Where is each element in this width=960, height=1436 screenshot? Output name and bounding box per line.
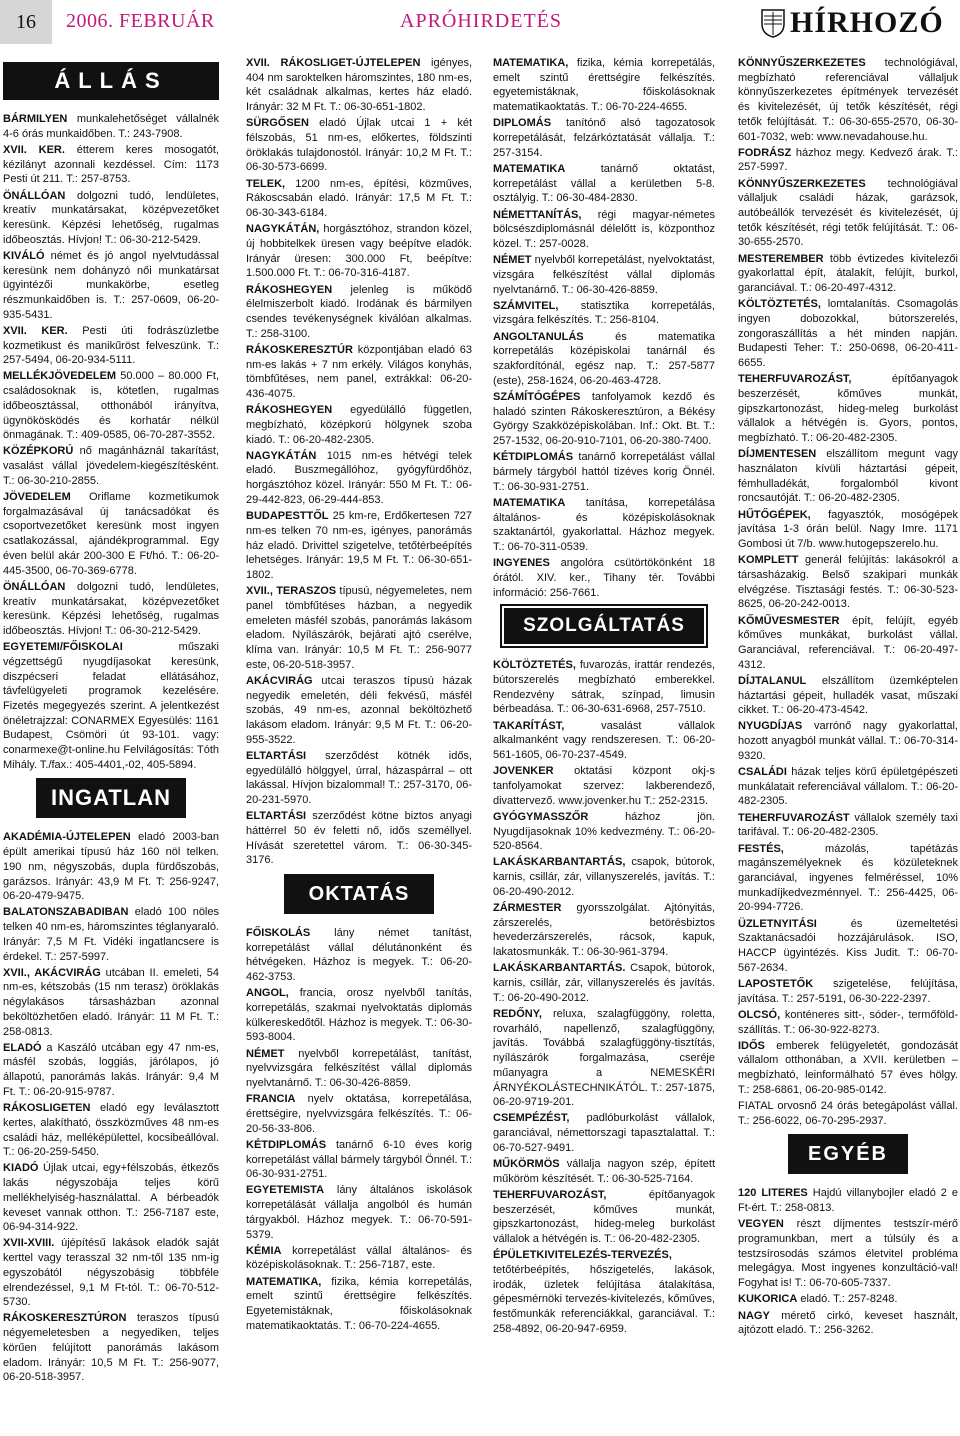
category-label: OKTATÁS — [284, 874, 434, 914]
ad-text: a Kaszáló utcában egy 47 nm-es, másfél szobás, loggiás, járólapos, jó állapotú, panorámás lakás. Irányár: 9,4 M Ft. T.: 06-20-915-9787. — [3, 1041, 219, 1098]
ad-text: szigetelése, felújítása, javítása. T.: 257-5191, 06-30-222-2397. — [738, 977, 958, 1005]
ad-keyword: NAGYKÁTÁN — [246, 449, 317, 462]
ad-text: mérető cirkó, keveset használt, ajtózott eladó. T.: 256-3262. — [738, 1309, 958, 1337]
ad-text: teraszos típusú négyemeletesben a negyediken, teljes körűen felújított panorámás lakásom eladom. Irányár: 10,5 M Ft. T.: 256-9077, 06-20-518-3957. — [3, 1312, 219, 1384]
ad-text: német és jó angol nyelvtudással keresünk nem dohányzó női munkatársat ügyintézői munkakörbe, esetleg részmunkaidőben is. T.: 257-0609, 06-20-935-5431. — [3, 249, 219, 321]
classified-ad — [493, 299, 715, 328]
classified-ad — [246, 509, 472, 583]
ad-text: tanárnő oktatást, korrepetálást vállal a kerületben 5-8. osztályig. T.: 06-30-484-2830. — [493, 162, 715, 205]
ad-keyword: NÉMET — [493, 254, 532, 267]
classified-ad — [246, 283, 472, 342]
ad-keyword: TAKARÍTÁST, — [493, 719, 565, 732]
classified-ad — [738, 1099, 958, 1128]
classified-ad — [246, 926, 472, 985]
ad-text: építőanyagok beszerzését, kőműves munkát, gipszkartonozást, hideg-meleg burkolást vállalok a hétvégén is. Gyors, pontos, megbízható. T.: 06-20-482-2305. — [738, 373, 958, 445]
ad-keyword: REDŐNY, — [493, 1007, 542, 1020]
classified-ad — [246, 1138, 472, 1182]
classified-ad — [738, 1309, 958, 1338]
classified-ad — [738, 447, 958, 506]
coat-of-arms-icon — [760, 8, 786, 38]
classified-ad — [738, 56, 958, 144]
classified-ad — [3, 830, 219, 904]
ad-keyword: ZÁRMESTER — [493, 902, 562, 915]
ad-keyword: ÖNÁLLÓAN — [3, 580, 66, 593]
ad-text: Pesti úti fodrászüzletbe kozmetikust és manikűröst felveszünk. T.: 257-5494, 06-20-934-5111. — [3, 324, 219, 367]
ad-text: 50.000 – 80.000 Ft, családosoknak is, kötetlen, rugalmas időbeosztással, otthonából irányítva, ügynökösködés és korhatár nélkül önmagának. T.: 409-0585, 06-70-287-3552. — [3, 370, 219, 442]
classified-ad — [246, 56, 472, 115]
ad-keyword: KÉTDIPLOMÁS — [246, 1138, 327, 1151]
ad-keyword: KÖNNYŰSZERKEZETES — [738, 177, 866, 190]
classified-ad — [493, 1188, 715, 1247]
ad-text: eladó Újlak utcai 1 + két félszobás, 51 nm-es, előkertes, földszinti öröklakás tulajdonostól. Irányár: 10,2 M Ft. T.: 06-30-573-6699. — [246, 117, 472, 174]
ad-keyword: KÖNNYŰSZERKEZETES — [738, 57, 866, 69]
ad-text: nő magánháznál takarítást, vasalást vállal jövedelem-kiegészítésként. T.: 06-30-210-2855. — [3, 445, 219, 487]
classified-ad — [3, 189, 219, 248]
ad-keyword: 120 LITERES — [738, 1187, 808, 1200]
ad-text: részt díjmentes testszír-mérő programunkban, mert a túlsúly és a testzsírosodás számos életvitel probléma melegágya. Most ingyenes konzultáció-val! Fogyhat is! T.: 06-70-605-7337. — [738, 1218, 958, 1290]
ad-keyword: EGYETEMISTA — [246, 1184, 325, 1197]
ad-text: régi magyar-németes bölcsészdiplomásnál délelőtt is, központhoz közel. T.: 257-0028. — [493, 208, 715, 250]
classified-ad — [3, 1311, 219, 1385]
classified-ad — [493, 658, 715, 717]
ad-keyword: SZÁMÍTÓGÉPES — [493, 390, 581, 403]
ad-keyword: DÍJTALANUL — [738, 674, 807, 687]
classified-ad — [246, 674, 472, 748]
ad-keyword: XVII., AKÁCVIRÁG — [3, 966, 101, 979]
classified-ad — [493, 855, 715, 899]
ad-text: generál felújítás: lakásokról a társasházakig. Belső szakipari munkák elvégzése. Tisztasági festés. T.: 06-30-523-8625, 06-20-242-0013. — [738, 554, 958, 611]
classified-ad — [3, 966, 219, 1040]
classified-ad — [738, 146, 958, 175]
ad-keyword: OLCSÓ, — [738, 1008, 781, 1021]
classified-ad — [246, 403, 472, 447]
ad-text: tanárnő korrepetálást vállal bármely tárgyból hattól tizéves korig Önnél. T.: 06-30-931-2751. — [493, 451, 715, 493]
ad-keyword: FRANCIA — [246, 1093, 296, 1106]
ad-text: újépítésű lakások eladók saját kerttel vagy terasszal 32 nm-től 135 nm-ig egyszobától négyszobásig többféle elrendezéssel, 9,1 M Ft-tól. T.: 06-70-512-5730. — [3, 1237, 219, 1309]
classified-ad — [493, 450, 715, 494]
classified-ad — [738, 917, 958, 976]
ad-keyword: KUKORICA — [738, 1293, 798, 1306]
classified-ad — [738, 614, 958, 673]
ad-text: központjában eladó 63 nm-es lakás + 7 nm erkély. Világos konyhás, tömbfűtéses, nem panel, extrákkal: 06-20-436-4075. — [246, 343, 472, 400]
ad-keyword: INGYENES — [493, 557, 550, 570]
ad-keyword: KÖLTÖZTETÉS, — [738, 298, 821, 311]
ad-text: fizika, kémia korrepetálás, emelt szintű érettségire felkészítés. Egyetemistáknak, főiskolásoknak matematikaoktatás. T.: 06-70-224-4655. — [246, 1275, 472, 1332]
classified-ad — [246, 584, 472, 672]
ad-text: fuvarozás, irattár rendezés, bútorszerelés megbízható emberekkel. Rendezvény sátrak, színpad, limusin bérbeadása. T.: 06-30-631-6968, 257-7510. — [493, 659, 715, 716]
ad-text: egyedülálló független, megbízható, középkorú hölgynek szoba kiadó. T.: 06-20-482-2305. — [246, 404, 472, 446]
ad-text: gyorsszolgálat. Ajtónyitás, zárszerelés, betörésbiztos hevederzárszerelés, rácsok, kapuk, lakatosmunkák. T.: 06-30-961-3794. — [493, 902, 715, 959]
section-title: APRÓHIRDETÉS — [400, 10, 563, 32]
category-label: ÁLLÁS — [3, 62, 219, 100]
classified-ad — [246, 1244, 472, 1273]
classified-ad — [3, 112, 219, 141]
ad-text: utcai teraszos típusú házak negyedik emeletén, déli fekvésű, másfél szobás, 49 nm-es, azonnal beköltözhető lakásom eladom. Irányár: 9,5 M Ft. T.: 06-20-955-3522. — [246, 674, 472, 746]
ad-text: étterem keres mosogatót, kézilányt azonnali kezdéssel. Cím: 1173 Pesti út 211. T.: 257-8753. — [3, 143, 219, 186]
classified-ad — [3, 1101, 219, 1160]
classified-ad — [493, 390, 715, 449]
ad-keyword: MATEMATIKA, — [246, 1275, 322, 1288]
ad-text: dolgozni tudó, lendületes, kreatív munkatársakat, középvezetőket keresünk. Képzési lehetőség, rugalmas időbeosztás. Hívjon! T.: 06-30-212-5429. — [3, 580, 219, 637]
ad-keyword: RÁKOSKERESZTÚRON — [3, 1312, 127, 1325]
ad-text: Oriflame kozmetikumok forgalmazásával új tanácsadókat és csoportvezetőket keresünk most ingyen csatlakozással, ajándékprogrammal. Egy éven belül akár 200-300 E Ft/hó. T.: 06-20-445-3500, 06-70-369-6778. — [3, 491, 219, 577]
ad-keyword: XVII. RÁKOSLIGET-ÚJTELEPEN — [246, 57, 421, 69]
ad-keyword: RÁKOSLIGETEN — [3, 1102, 91, 1115]
classified-ad — [246, 809, 472, 868]
category-label: EGYÉB — [788, 1134, 908, 1174]
classified-ad — [493, 330, 715, 389]
category-header — [246, 874, 472, 914]
category-header — [3, 62, 219, 100]
ad-keyword: KIVÁLÓ — [3, 249, 45, 262]
ad-keyword: SZÁMVITEL, — [493, 299, 559, 312]
ad-keyword: XVII. KER. — [3, 143, 65, 156]
classified-ad — [493, 116, 715, 160]
ad-text: elszállítom üzemképtelen háztartási gépeit, hulladék vasat, műszaki cikket. T.: 06-20-473-4542. — [738, 674, 958, 717]
ad-text: eladó 100 nöles telken 40 nm-es, háromszintes téglanyaraló. Irányár: 7,5 M Ft. Vidéki ingatlancsere is érdekel. T.: 257-5997. — [3, 906, 219, 963]
ad-text: korrepetálást vállal általános- és középiskolásoknak. T.: 256-7187, este. — [246, 1244, 472, 1272]
ad-keyword: VEGYEN — [738, 1218, 784, 1231]
ad-keyword: KOMPLETT — [738, 554, 799, 567]
category-header — [738, 1134, 958, 1174]
ad-text: emberek felügyeletét, gondozását vállalom otthonában, a XVII. kerületben – megbízható, leinformálható 57 éves hölgy. T.: 258-6861, 06-20-985-0142. — [738, 1039, 958, 1096]
ad-text: varrónő nagy gyakorlattal, hozott anyagból munkát vállal. T.: 06-70-314-9320. — [738, 720, 958, 762]
ad-keyword: NÉMETTANÍTÁS, — [493, 208, 582, 221]
category-label: INGATLAN — [36, 778, 186, 818]
ad-text: tanfolyamok kezdő és haladó szinten Rákoskeresztúron, a Békésy György Szakközépiskolában. Inf.: Okt. Bt. T.: 257-1532, 06-20-910-7101, 06-20-380-7400. — [493, 390, 715, 448]
ad-text: technológiával vállaljuk családi házak, garázsok, autóbeállók tervezését és kivitelezését, új tetők készítését, régi tetők felújítását. T.: 06-30-655-2570. — [738, 177, 958, 249]
category-label: SZOLGÁLTATÁS — [502, 606, 706, 646]
ad-keyword: TEHERFUVAROZÁST — [738, 811, 850, 824]
ad-keyword: ELADÓ — [3, 1041, 42, 1054]
ad-keyword: NYUGDÍJAS — [738, 720, 803, 733]
ad-keyword: KÉMIA — [246, 1244, 282, 1257]
classified-ad — [738, 297, 958, 371]
ad-keyword: TELEK, — [246, 177, 286, 190]
ad-keyword: KÖLTÖZTETÉS, — [493, 659, 576, 672]
classified-ad — [246, 1092, 472, 1136]
page-header — [0, 0, 960, 46]
ad-text: konténeres sitt-, sóder-, termőföld-szállítás. T.: 06-30-922-8273. — [738, 1008, 958, 1036]
classified-ad — [738, 719, 958, 763]
ad-text: szerződést kötnék idős, egyedülálló hölggyel, úrral, házaspárral – ott lakással. Hívjon bizalommal! T.: 257-3170, 06-20-231-5970. — [246, 749, 472, 806]
classified-ad — [3, 143, 219, 187]
ad-text: mázolás, tapétázás magánszemélyeknek és közületeknek garanciával, ingyenes felméréssel, 10% munkadíjkedvezménnyel. T.: 256-4425, 06-20-994-7726. — [738, 842, 958, 914]
ad-text: nyelvből korrepetálást, nyelvoktatást, vizsgára felkészítést vállal diplomás nyelvtanárnő. T.: 06-30-426-8859. — [493, 254, 715, 296]
ad-text: oktatási központ okj-s tanfolyamokat szervez: lakberendező, divattervező. www.jovenker.hu T.: 252-2315. — [493, 765, 715, 807]
classified-ad — [738, 508, 958, 552]
ad-keyword: AKADÉMIA-ÚJTELEPEN — [3, 831, 131, 844]
ad-text: Hajdú villanybojler eladó 2 e Ft-ért. T.: 258-0813. — [738, 1187, 958, 1215]
ad-text: házak teljes körű épületgépészeti munkálatait referenciával vállalom. T.: 06-20-482-2305. — [738, 766, 958, 808]
ad-text: vasalást vállalok alkalmanként vagy rendszeresen. T.: 06-20-561-1605, 06-70-237-4549. — [493, 719, 715, 762]
category-header — [493, 606, 715, 646]
ad-keyword: IDŐS — [738, 1039, 765, 1052]
classified-ad — [246, 222, 472, 281]
ad-keyword: FESTÉS, — [738, 842, 784, 855]
ad-text: tetőtérbeépítés, hőszigetelés, lakások, irodák, üzletek felújítása átalakítása, gépesmérnöki tervezés-kivitelezés, kőműves, festőmunkák referenciákkal, garanciával. T.: 258-4892, 06-20-947-6959. — [493, 1263, 715, 1335]
classified-ad — [246, 749, 472, 808]
ad-text: padlóburkolást vállalok, garanciával, némettorszagi tapasztalattal. T.: 06-70-527-9491. — [493, 1112, 715, 1154]
classified-ad — [738, 842, 958, 916]
publication-logo — [760, 6, 944, 40]
column-4 — [738, 56, 958, 1339]
ad-text: vállalja nagyon szép, épített műköröm készítését. T.: 06-30-525-7164. — [493, 1158, 715, 1185]
logo-text: HÍRHOZÓ — [790, 6, 944, 39]
ad-text: épít, felújít, egyéb kőműves munkákat, burkolást vállal. Garanciával, referenciával. T.: 06-20-497-4312. — [738, 614, 958, 671]
classified-ad — [738, 372, 958, 446]
classified-ad — [738, 674, 958, 718]
classified-ad — [738, 177, 958, 251]
classified-ad — [493, 1111, 715, 1155]
ad-text: FIATAL orvosnő 24 órás betegápolást vállal. T.: 256-6022, 06-70-295-2937. — [738, 1100, 958, 1127]
classified-ad — [493, 162, 715, 206]
ad-text: 25 km-re, Erdőkertesen 727 nm-es telken 70 nm-es, igényes, panorámás ház eladó. Drivittel szigetelve, tetőtérbeépítés lehetséges. Irányár: 19,5 M Ft. T.: 06-30-651-1802. — [246, 510, 472, 581]
ad-keyword: ANGOLTANULÁS — [493, 330, 584, 343]
ad-keyword: MATEMATIKA, — [493, 57, 569, 69]
ad-keyword: ANGOL, — [246, 987, 289, 1000]
ad-keyword: GYÓGYMASSZŐR — [493, 810, 589, 823]
ad-keyword: TEHERFUVAROZÁST, — [493, 1188, 607, 1201]
ad-keyword: ÜZLETNYITÁSI — [738, 917, 817, 930]
classified-ad — [493, 253, 715, 297]
ad-keyword: BUDAPESTTŐL — [246, 510, 329, 523]
ad-keyword: KIADÓ — [3, 1162, 39, 1175]
ad-keyword: FODRÁSZ — [738, 146, 792, 159]
ad-keyword: MESTEREMBER — [738, 252, 824, 265]
ad-text: dolgozni tudó, lendületes, kreatív munkatársakat, középvezetőket keresünk. Képzési lehetőség, rugalmas időbeosztás. Hívjon! T.: 06-30-212-5429. — [3, 189, 219, 246]
classified-ad — [3, 1236, 219, 1310]
ad-keyword: ÖNÁLLÓAN — [3, 189, 66, 202]
ad-keyword: LAKÁSKARBANTARTÁS. — [493, 962, 626, 975]
ad-text: csapok, bútorok, karnis, csillár, zár, villanyszerelés, javítás. T.: 06-20-490-2012. — [493, 856, 715, 898]
ad-keyword: XVII. KER. — [3, 324, 68, 337]
issue-date: 2006. FEBRUÁR — [66, 10, 215, 32]
ad-text: nyelv oktatása, korrepetálása, érettségire, nyelvvizsgára felkészítés. T.: 06-20-56-33-806. — [246, 1093, 472, 1135]
ad-keyword: ELTARTÁSI — [246, 749, 307, 762]
ad-keyword: RÁKOSHEGYEN — [246, 283, 333, 296]
ad-text: és matematika korrepetálás középiskolai tanárnál és szakfordítónál, egész nap. T.: 257-5877 (este), 258-1624, 06-20-463-4728. — [493, 330, 715, 387]
ad-text: munkalehetőséget vállalnék 4-6 órás munkaidőben. T.: 243-7908. — [3, 113, 219, 140]
ad-text: lomtalanítás. Csomagolás ingyen dobozokkal, bútorszerelés, zongoraszállítás a hét minden napján. Budapesti Teher: T.: 250-0698, 06-20-411-6655. — [738, 298, 958, 370]
classified-ad — [738, 1039, 958, 1098]
ad-text: építőanyagok beszerzését, kőműves munkát, gipszkartonozást, hideg-meleg burkolást vállalok a hétvégén is. T.: 06-20-482-2305. — [493, 1188, 715, 1246]
ad-keyword: ÉPÜLETKIVITELEZÉS-TERVEZÉS, — [493, 1249, 672, 1262]
ad-text: tanítása, korrepetálása általános- és középiskolásoknak szaktanártól, gyakorlattal. Házhoz megyek. T.: 06-70-311-0539. — [493, 496, 715, 553]
ad-text: lány német tanítást, korrepetálást vállal délutánonként és hétvégeken. Házhoz is megyek. T.: 06-20-462-3753. — [246, 926, 472, 984]
classified-ad — [3, 324, 219, 368]
ad-text: reluxa, szalagfüggöny, roletta, rovarháló, napellenző, szalagfüggöny, javítás. Továbbá szalagfüggöny-tisztítás, nyílászárók forgalmazása, cseréje műanyagra a NEMESKÉRI ÁRNYÉKOLÁSTECHNIKÁTÓL. T.: 257-1875, 06-20-9719-201. — [493, 1007, 715, 1109]
classified-ad — [738, 1008, 958, 1037]
classified-ad — [3, 1041, 219, 1100]
ad-keyword: MŰKÖRMÖS — [493, 1158, 560, 1171]
category-header — [3, 778, 219, 818]
classified-ad — [738, 765, 958, 809]
classified-ad — [493, 496, 715, 555]
ad-keyword: CSALÁDI — [738, 766, 787, 779]
classified-ad — [246, 1183, 472, 1242]
ad-text: vállalok személy taxi tarifával. T.: 06-20-482-2305. — [738, 811, 958, 839]
ad-keyword: ELTARTÁSI — [246, 810, 307, 823]
classified-ad — [246, 986, 472, 1045]
ad-keyword: XVII., TERASZOS — [246, 585, 337, 598]
ad-text: házhoz megy. Kedvező árak. T.: 257-5997. — [738, 146, 958, 174]
ad-text: műszaki végzettségű nyugdíjasokat keresünk, diszpécseri feladat ellátásához, távfelügyeleti programok kezelésére. Fizetés megegyezés szerint. A jelentkezést önéletrajzzal: CONARMEX Egyesülés: 1161 Budapest, Csömöri út 93-101. vagy: conarmexe@t-online.hu Felvilágosítás: Tóth Mihály. T./fax.: 405-4401,-02, 405-5894. — [3, 641, 219, 771]
classified-ad — [493, 719, 715, 763]
ad-keyword: BÁRMILYEN — [3, 113, 68, 125]
ad-text: házhoz jön. Nyugdíjasoknak 10% kedvezmény. T.: 06-20-520-8564. — [493, 810, 715, 853]
ad-keyword: DIPLOMÁS — [493, 117, 552, 130]
ad-keyword: AKÁCVIRÁG — [246, 674, 313, 687]
ad-text: több évtizedes kivitelezői gyakorlattal épít, átalakít, felújít, burkol, garanciával. T.: 06-20-497-4312. — [738, 252, 958, 295]
ad-keyword: NAGY — [738, 1309, 770, 1322]
classified-ad — [738, 1186, 958, 1215]
ad-keyword: RÁKOSKERESZTÚR — [246, 343, 353, 356]
classified-ad — [3, 1161, 219, 1235]
classified-ad — [3, 249, 219, 323]
ad-keyword: EGYETEMI/FŐISKOLAI — [3, 641, 123, 654]
ad-text: statisztika korrepetálás, vizsgára felkészítés. T.: 256-8104. — [493, 299, 715, 327]
ad-keyword: TEHERFUVAROZÁST, — [738, 373, 852, 386]
ad-text: angolóra csütörtökönként 18 órától. XIV. ker., Tihany tér. További információ: 256-7661. — [493, 557, 715, 599]
ad-text: lány általános iskolások korrepetálását vállalja angolból és humán tárgyakból. Házhoz megyek. T.: 06-70-591-5379. — [246, 1184, 472, 1241]
ad-keyword: LAKÁSKARBANTARTÁS, — [493, 856, 626, 869]
ad-text: igényes, 404 nm saroktelken háromszintes, 180 nm-es, két családnak alkalmas, kertes ház eladó. Irányár: 32 M Ft. T.: 06-30-651-1802. — [246, 57, 473, 114]
ad-keyword: SÜRGŐSEN — [246, 117, 309, 130]
classified-ad — [493, 556, 715, 600]
ad-keyword: DÍJMENTESEN — [738, 448, 817, 461]
ad-keyword: MELLÉKJÖVEDELEM — [3, 370, 117, 383]
ad-text: fagyasztók, mosógépek javítása 1-3 órán belül. Nagy Imre. 1171 Gombosi út 7/b. www.hutogepszerelo.hu. — [738, 508, 958, 550]
ad-text: horgásztóhoz, strandon közel, új hobbitelkek üresen vagy beépítve eladók. Irányár üresen: 300.000 Ft, beépítve: 1.500.000 Ft. T.: 06-70-316-4187. — [246, 223, 472, 280]
classified-ad — [493, 810, 715, 854]
classified-ad — [246, 343, 472, 402]
classified-ad — [493, 56, 715, 115]
ad-keyword: KÉTDIPLOMÁS — [493, 451, 574, 464]
ad-text: 1015 nm-es hétvégi telek eladó. Buszmegállóhoz, gyógyfürdőhöz, horgásztóhoz közel. Irányár: 550 M Ft. T.: 06-29-442-823, 06-29-444-853. — [246, 449, 472, 506]
ad-text: típusú, négyemeletes, nem panel tömbfűtéses házban, a negyedik emeleten másfél szobás, panorámás lakásom eladom. Nyílászárók, bejárati ajtó cserélve, klíma van. Irányár: 10,5 M Ft. T.: 256-9077 este, 06-20-518-3957. — [246, 585, 472, 671]
classified-ad — [738, 811, 958, 840]
classified-ad — [3, 444, 219, 488]
classified-ad — [246, 1047, 472, 1091]
classified-ad — [3, 905, 219, 964]
classified-ad — [738, 977, 958, 1006]
classified-ad — [738, 1292, 958, 1307]
classified-ad — [246, 449, 472, 508]
ad-text: tanárnő 6-10 éves korig korrepetálást vállal bármely tárgyból Önnél. T.: 06-30-931-2751. — [246, 1138, 473, 1181]
classified-ad — [493, 961, 715, 1005]
ad-keyword: XVII-XVIII. — [3, 1237, 55, 1250]
classified-ad — [493, 901, 715, 960]
ad-text: francia, orosz nyelvből tanítás, korrepetálás, szakmai nyelvoktatás diplomás külkereskedőtől. Házhoz is megyek. T.: 06-30-593-8004. — [246, 987, 472, 1044]
ad-keyword: JÖVEDELEM — [3, 491, 71, 504]
classified-ad — [738, 1217, 958, 1291]
classified-ad — [493, 1157, 715, 1186]
ad-keyword: MATEMATIKA — [493, 496, 566, 509]
classified-ad — [246, 1275, 472, 1334]
ad-keyword: KÖZÉPKORÚ — [3, 445, 74, 458]
column-1 — [3, 56, 219, 1386]
classified-ad — [3, 369, 219, 443]
ad-keyword: LAPOSTETŐK — [738, 977, 814, 990]
classified-ad — [493, 208, 715, 252]
ad-text: nyelvből korrepetálást, tanítást, nyelvvizsgára felkészítést vállal diplomás nyelvtanárnő. T.: 06-30-426-8859. — [246, 1047, 472, 1089]
ad-keyword: BALATONSZABADIBAN — [3, 906, 129, 919]
column-3 — [493, 56, 715, 1338]
classified-ad — [3, 490, 219, 578]
ad-text: eladó. T.: 257-8248. — [797, 1293, 898, 1306]
ad-text: eladó 2003-ban épült amerikai típusú ház 160 nöl telken. 190 nm, négyszobás, dupla fürdőszobás, garázsos. Irányár: 43,9 M Ft. T: 256-9247, 06-20-479-9475. — [3, 831, 219, 903]
ad-text: Újlak utcai, egy+félszobás, étkezős lakás négyszobája teljes körű mellékhelyiség-használattal. A bérbeadók keveset vannak otthon. T.: 256-7187 este, 06-94-314-922. — [3, 1162, 219, 1234]
ad-text: eladó egy leválasztott kertes, alakítható, összközműves 48 nm-es családi ház, melléképülettel, kocsibeállóval. T.: 06-20-259-5450. — [3, 1102, 219, 1159]
classified-ad — [3, 640, 219, 772]
page-number: 16 — [0, 0, 52, 44]
classified-ad — [493, 1248, 715, 1336]
classified-ad — [738, 553, 958, 612]
classified-ad — [493, 764, 715, 808]
ad-keyword: NÉMET — [246, 1047, 285, 1060]
classified-ad — [738, 252, 958, 296]
column-2 — [246, 56, 472, 1335]
ad-text: technológiával, megbízható referenciával vállaljuk könnyűszerkezetes építmények tervezését és kivitelezését, új tetők készítését, régi tetők felújítását. T.: 06-30-655-2570, 06-30-601-7032, web: www.nevadahouse.hu. — [738, 57, 958, 143]
ad-keyword: KŐMŰVESMESTER — [738, 614, 840, 627]
classified-ad — [3, 580, 219, 639]
ad-keyword: HŰTŐGÉPEK, — [738, 508, 811, 521]
ad-text: fizika, kémia korrepetálás, emelt szintű érettségire felkészítés. egyetemistáknak, főiskolásoknak matematikaoktatás. T.: 06-70-224-4655. — [493, 57, 715, 114]
ad-text: Csapok, bútorok, karnis, csillár, zár, villanyszerelés és javítás. T.: 06-20-490-2012. — [493, 962, 715, 1004]
ad-keyword: CSEMPÉZÉST, — [493, 1112, 570, 1125]
ad-text: szerződést kötne biztos anyagi háttérrel 50 év feletti nő, idős személlyel. Hívását szeretettel várom. T.: 06-30-345-3176. — [246, 810, 472, 867]
ad-text: 1200 nm-es, építési, közműves, Rákoscsabán eladó. Irányár: 17,5 M Ft. T.: 06-30-343-6184. — [246, 177, 472, 220]
ad-keyword: FŐISKOLÁS — [246, 926, 311, 939]
ad-keyword: MATEMATIKA — [493, 162, 566, 175]
classified-ad — [246, 177, 472, 221]
ad-text: jelenleg is működő élelmiszerbolt kiadó. Irodának és bármilyen csendes tevékenységnek kiválóan alkalmas. T.: 258-3100. — [246, 283, 472, 340]
ad-text: tanítónő alsó tagozatosok korrepetálását, felzárkóztatását vállalja. T.: 257-3154. — [493, 117, 715, 159]
classified-ad — [493, 1007, 715, 1110]
ad-keyword: RÁKOSHEGYEN — [246, 404, 333, 417]
ad-text: elszállítom megunt vagy használaton kívüli háztartási gépeit, fémhulladékát, forgalomból kivont roncsautóját. T.: 06-20-482-2305. — [738, 448, 958, 505]
ad-keyword: JOVENKER — [493, 765, 554, 778]
ad-keyword: NAGYKÁTÁN, — [246, 223, 320, 236]
ad-text: és üzemeltetési Szaktanácsadói hozzájárulások. ISO, HACCP ügyintézés. Kiss Judit. T.: 06-70-567-2634. — [738, 917, 958, 974]
ad-text: utcában II. emeleti, 54 nm-es, kétszobás (15 nm terasz) öröklakás négylakásos társasházban azonnal beköltözhetően eladó. Irányár: 11 M Ft. T.: 258-0813. — [3, 966, 219, 1038]
classified-ad — [246, 116, 472, 175]
